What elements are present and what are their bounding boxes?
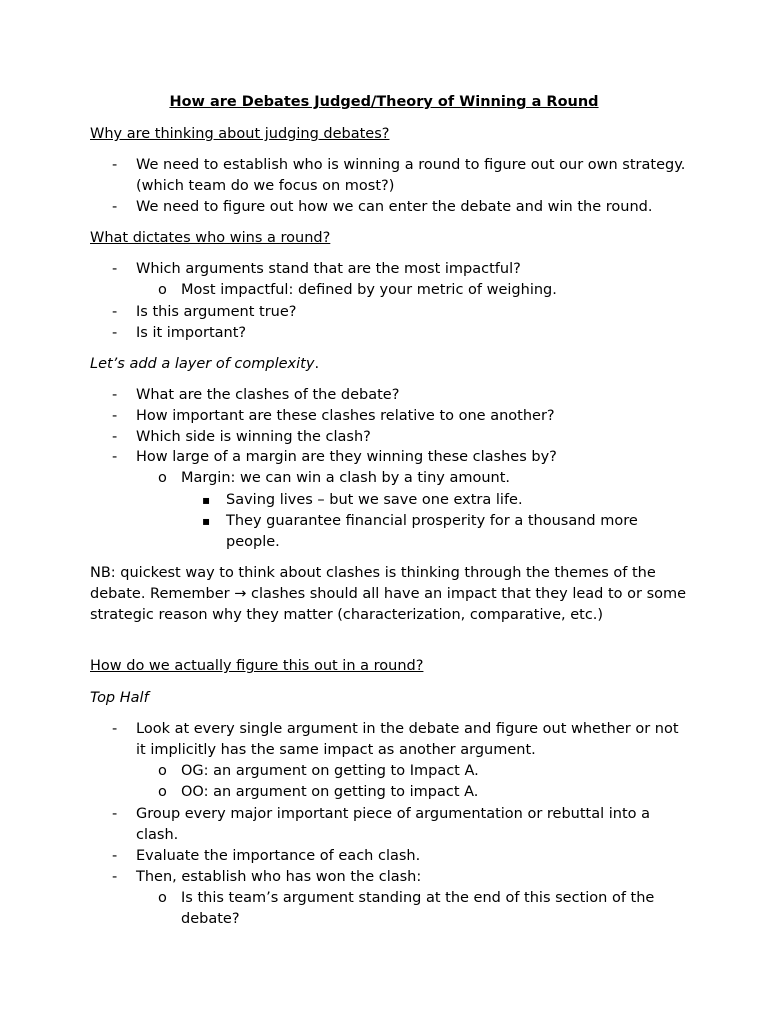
list-item <box>112 846 686 867</box>
dash-bullet: - <box>112 721 118 737</box>
list-item-text: How important are these clashes relative to one another? <box>136 408 555 424</box>
list-item-text: How large of a margin are they winning these clashes by? <box>136 449 557 465</box>
list-item-text: Group every major important piece of argumentation or rebuttal into a clash. <box>136 806 651 843</box>
list-item <box>158 280 686 301</box>
list-item-text: Margin: we can win a clash by a tiny amount. <box>181 470 511 486</box>
circle-bullet: o <box>158 784 167 800</box>
dash-bullet: - <box>112 157 118 173</box>
dash-bullet: - <box>112 429 118 445</box>
list-item <box>158 782 686 803</box>
list-item <box>158 761 686 782</box>
list-item <box>112 385 686 406</box>
list-item-text: OO: an argument on getting to impact A. <box>181 784 479 800</box>
heading-period: . <box>314 356 320 372</box>
list-item <box>112 719 686 761</box>
list-item-text: Which side is winning the clash? <box>136 429 371 445</box>
list-item <box>112 804 686 846</box>
nb-text-after: clashes should all have an impact that they lead to or some strategic reason why they matter (characterization, comparative, etc.) <box>90 585 687 623</box>
list-item-text: Saving lives – but we save one extra life. <box>226 492 523 508</box>
circle-bullet: o <box>158 763 167 779</box>
list-item-text: They guarantee financial prosperity for a thousand more people. <box>226 513 638 550</box>
section-heading-who-wins: What dictates who wins a round? <box>90 230 331 246</box>
list-item <box>112 155 686 197</box>
nb-paragraph <box>90 563 690 625</box>
list-item-text: Is it important? <box>136 325 247 341</box>
list-item-text: What are the clashes of the debate? <box>136 387 400 403</box>
dash-bullet: - <box>112 449 118 465</box>
list-item <box>112 302 686 323</box>
list-item <box>112 427 686 448</box>
list-item <box>158 468 686 489</box>
arrow-icon: → <box>234 585 247 602</box>
list-item-text: We need to figure out how we can enter the debate and win the round. <box>136 199 653 215</box>
dash-bullet: - <box>112 199 118 215</box>
list-item-text: We need to establish who is winning a round to figure out our own strategy. (which team do we focus on most?) <box>136 157 686 194</box>
dash-bullet: - <box>112 869 118 885</box>
list-item-text: OG: an argument on getting to Impact A. <box>181 763 479 779</box>
dash-bullet: - <box>112 848 118 864</box>
list-item <box>112 259 686 280</box>
section-heading-complexity <box>90 354 690 375</box>
circle-bullet: o <box>158 890 167 906</box>
list-item-text: Which arguments stand that are the most impactful? <box>136 261 521 277</box>
list-item-text: Then, establish who has won the clash: <box>136 869 422 885</box>
circle-bullet: o <box>158 282 167 298</box>
list-item <box>112 323 686 344</box>
nb-text-before: NB: quickest way to think about clashes is thinking through the themes of the debate. Remember <box>90 565 656 602</box>
section-heading-why-judging: Why are thinking about judging debates? <box>90 126 390 142</box>
dash-bullet: - <box>112 806 118 822</box>
list-item <box>112 447 686 468</box>
list-item-text: Is this team’s argument standing at the end of this section of the debate? <box>181 890 655 927</box>
dash-bullet: - <box>112 408 118 424</box>
list-item <box>158 888 686 930</box>
list-item-text: Is this argument true? <box>136 304 297 320</box>
dash-bullet: - <box>112 261 118 277</box>
square-bullet: ▪ <box>202 514 211 528</box>
dash-bullet: - <box>112 325 118 341</box>
subheading-top-half: Top Half <box>90 690 149 706</box>
list-item <box>202 511 686 553</box>
list-item <box>112 867 686 888</box>
list-item-text: Most impactful: defined by your metric of weighing. <box>181 282 557 298</box>
document-title: How are Debates Judged/Theory of Winning a Round <box>169 94 599 110</box>
dash-bullet: - <box>112 387 118 403</box>
list-item <box>112 406 686 427</box>
list-item-text: Evaluate the importance of each clash. <box>136 848 421 864</box>
list-item <box>202 490 686 511</box>
dash-bullet: - <box>112 304 118 320</box>
section-heading-figure-out: How do we actually figure this out in a round? <box>90 658 424 674</box>
list-item-text: Look at every single argument in the debate and figure out whether or not it implicitly has the same impact as another argument. <box>136 721 679 758</box>
list-item <box>112 197 686 218</box>
square-bullet: ▪ <box>202 493 211 507</box>
heading-italic-text: Let’s add a layer of complexity <box>90 356 315 372</box>
circle-bullet: o <box>158 470 167 486</box>
